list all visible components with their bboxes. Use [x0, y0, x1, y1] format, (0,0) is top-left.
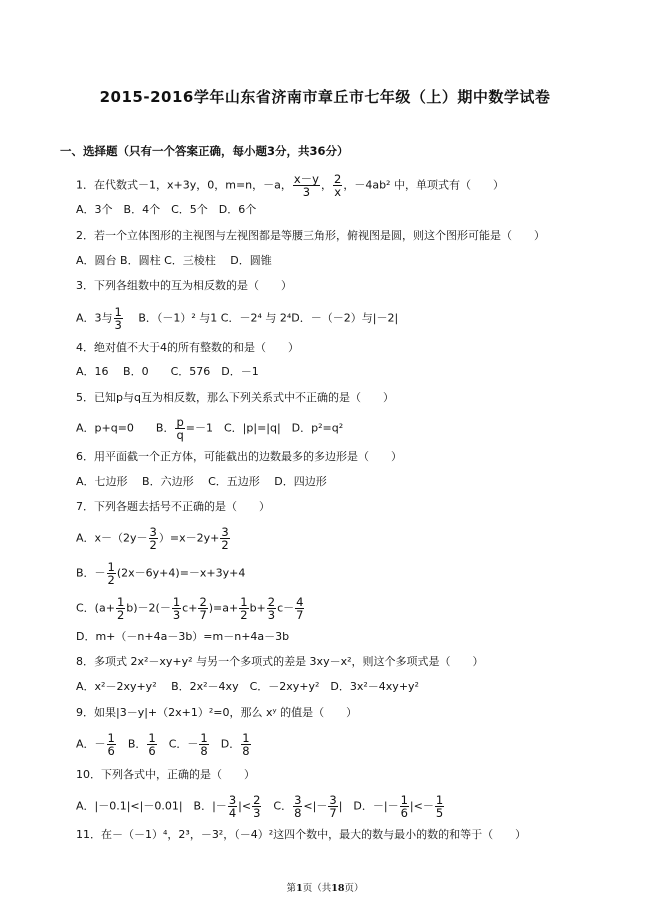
exam-title: 2015-2016学年山东省济南市章丘市七年级（上）期中数学试卷	[99, 88, 551, 106]
question-1: 1．在代数式－1，x+3y，0，m=n，－a， $\frac{x-y}{3}$ ， $\frac{2}{x}$ ，－4ab² 中，单项式有（ ）	[76, 172, 504, 199]
question-7-option-d: D．m+（－n+4a－3b）=m－n+4a－3b	[76, 630, 290, 643]
question-4: 4．绝对值不大于4的所有整数的和是（ ）	[76, 341, 299, 354]
question-9-options: A．－ $\frac{1}{6}$ B． $\frac{1}{6}$ C．－ $\frac{1}{8}$ D． $\frac{1}{8}$	[76, 731, 250, 758]
question-3: 3．下列各组数中的互为相反数的是（ ）	[76, 279, 292, 292]
question-4-options: A．16 B．0 C．576 D．－1	[76, 365, 259, 378]
question-9: 9．如果|3－y|+（2x+1）²=0，那么 xʸ 的值是（ ）	[76, 706, 358, 719]
question-11: 11．在－（－1）⁴，2³，－3²，（－4）²这四个数中，最大的数与最小的数的和等于（ ）	[76, 828, 527, 841]
page-total: 18	[331, 883, 345, 894]
question-2: 2．若一个立体图形的主视图与左视图都是等腰三角形，俯视图是圆，则这个图形可能是（ ）	[76, 229, 545, 242]
question-5-options: A．p+q=0 B． $\frac{p}{q}$ =－1 C．|p|=|q| D．p²=q²	[76, 415, 344, 442]
question-1-options: A．3个 B．4个 C．5个 D．6个	[76, 203, 257, 216]
question-7-option-b: B．－ $\frac{1}{2}$ (2x－6y+4)=－x+3y+4	[76, 560, 246, 587]
question-6-options: A．七边形 B．六边形 C．五边形 D．四边形	[76, 475, 327, 488]
question-8-options: A．x²－2xy+y² B．2x²－4xy C．－2xy+y² D．3x²－4xy+y²	[76, 680, 419, 693]
question-3-options: A．3与 $\frac{1}{3}$ B．（－1）² 与1 C．－2⁴ 与 2⁴D．－（－2）与|－2|	[76, 305, 399, 332]
question-7-option-c: C．(a+ $\frac{1}{2}$ b)－2(－ $\frac{1}{3}$ c+ $\frac{2}{7}$ )=a+ $\frac{1}{2}$ b+ $\frac{2}{3}$ c－ $\frac{4}{7}$	[76, 595, 304, 622]
question-7-option-a: A．x－（2y－ $\frac{3}{2}$ ）=x－2y+ $\frac{3}{2}$	[76, 525, 229, 552]
page-number: 1	[296, 883, 303, 894]
question-6: 6．用平面截一个正方体，可能截出的边数最多的多边形是（ ）	[76, 450, 402, 463]
question-2-options: A．圆台 B．圆柱 C．三棱柱 D．圆锥	[76, 254, 272, 267]
section-heading: 一、选择题（只有一个答案正确，每小题3分，共36分）	[60, 144, 349, 158]
question-7: 7．下列各题去括号不正确的是（ ）	[76, 500, 270, 513]
question-5: 5．已知p与q互为相反数，那么下列关系式中不正确的是（ ）	[76, 391, 394, 404]
question-10: 10．下列各式中，正确的是（ ）	[76, 768, 255, 781]
question-8: 8．多项式 2x²－xy+y² 与另一个多项式的差是 3xy－x²，则这个多项式是（ ）	[76, 655, 484, 668]
page-footer: 第1页（共18页）	[286, 883, 364, 894]
question-10-options: A．|－0.1|<|－0.01| B．|－ $\frac{3}{4}$ |< $\frac{2}{3}$ C． $\frac{3}{8}$ <|－ $\frac{3}{7}$ | D．－|－ $\frac{1}{6}$ |<－ $\frac{1}{5}$	[76, 793, 444, 820]
